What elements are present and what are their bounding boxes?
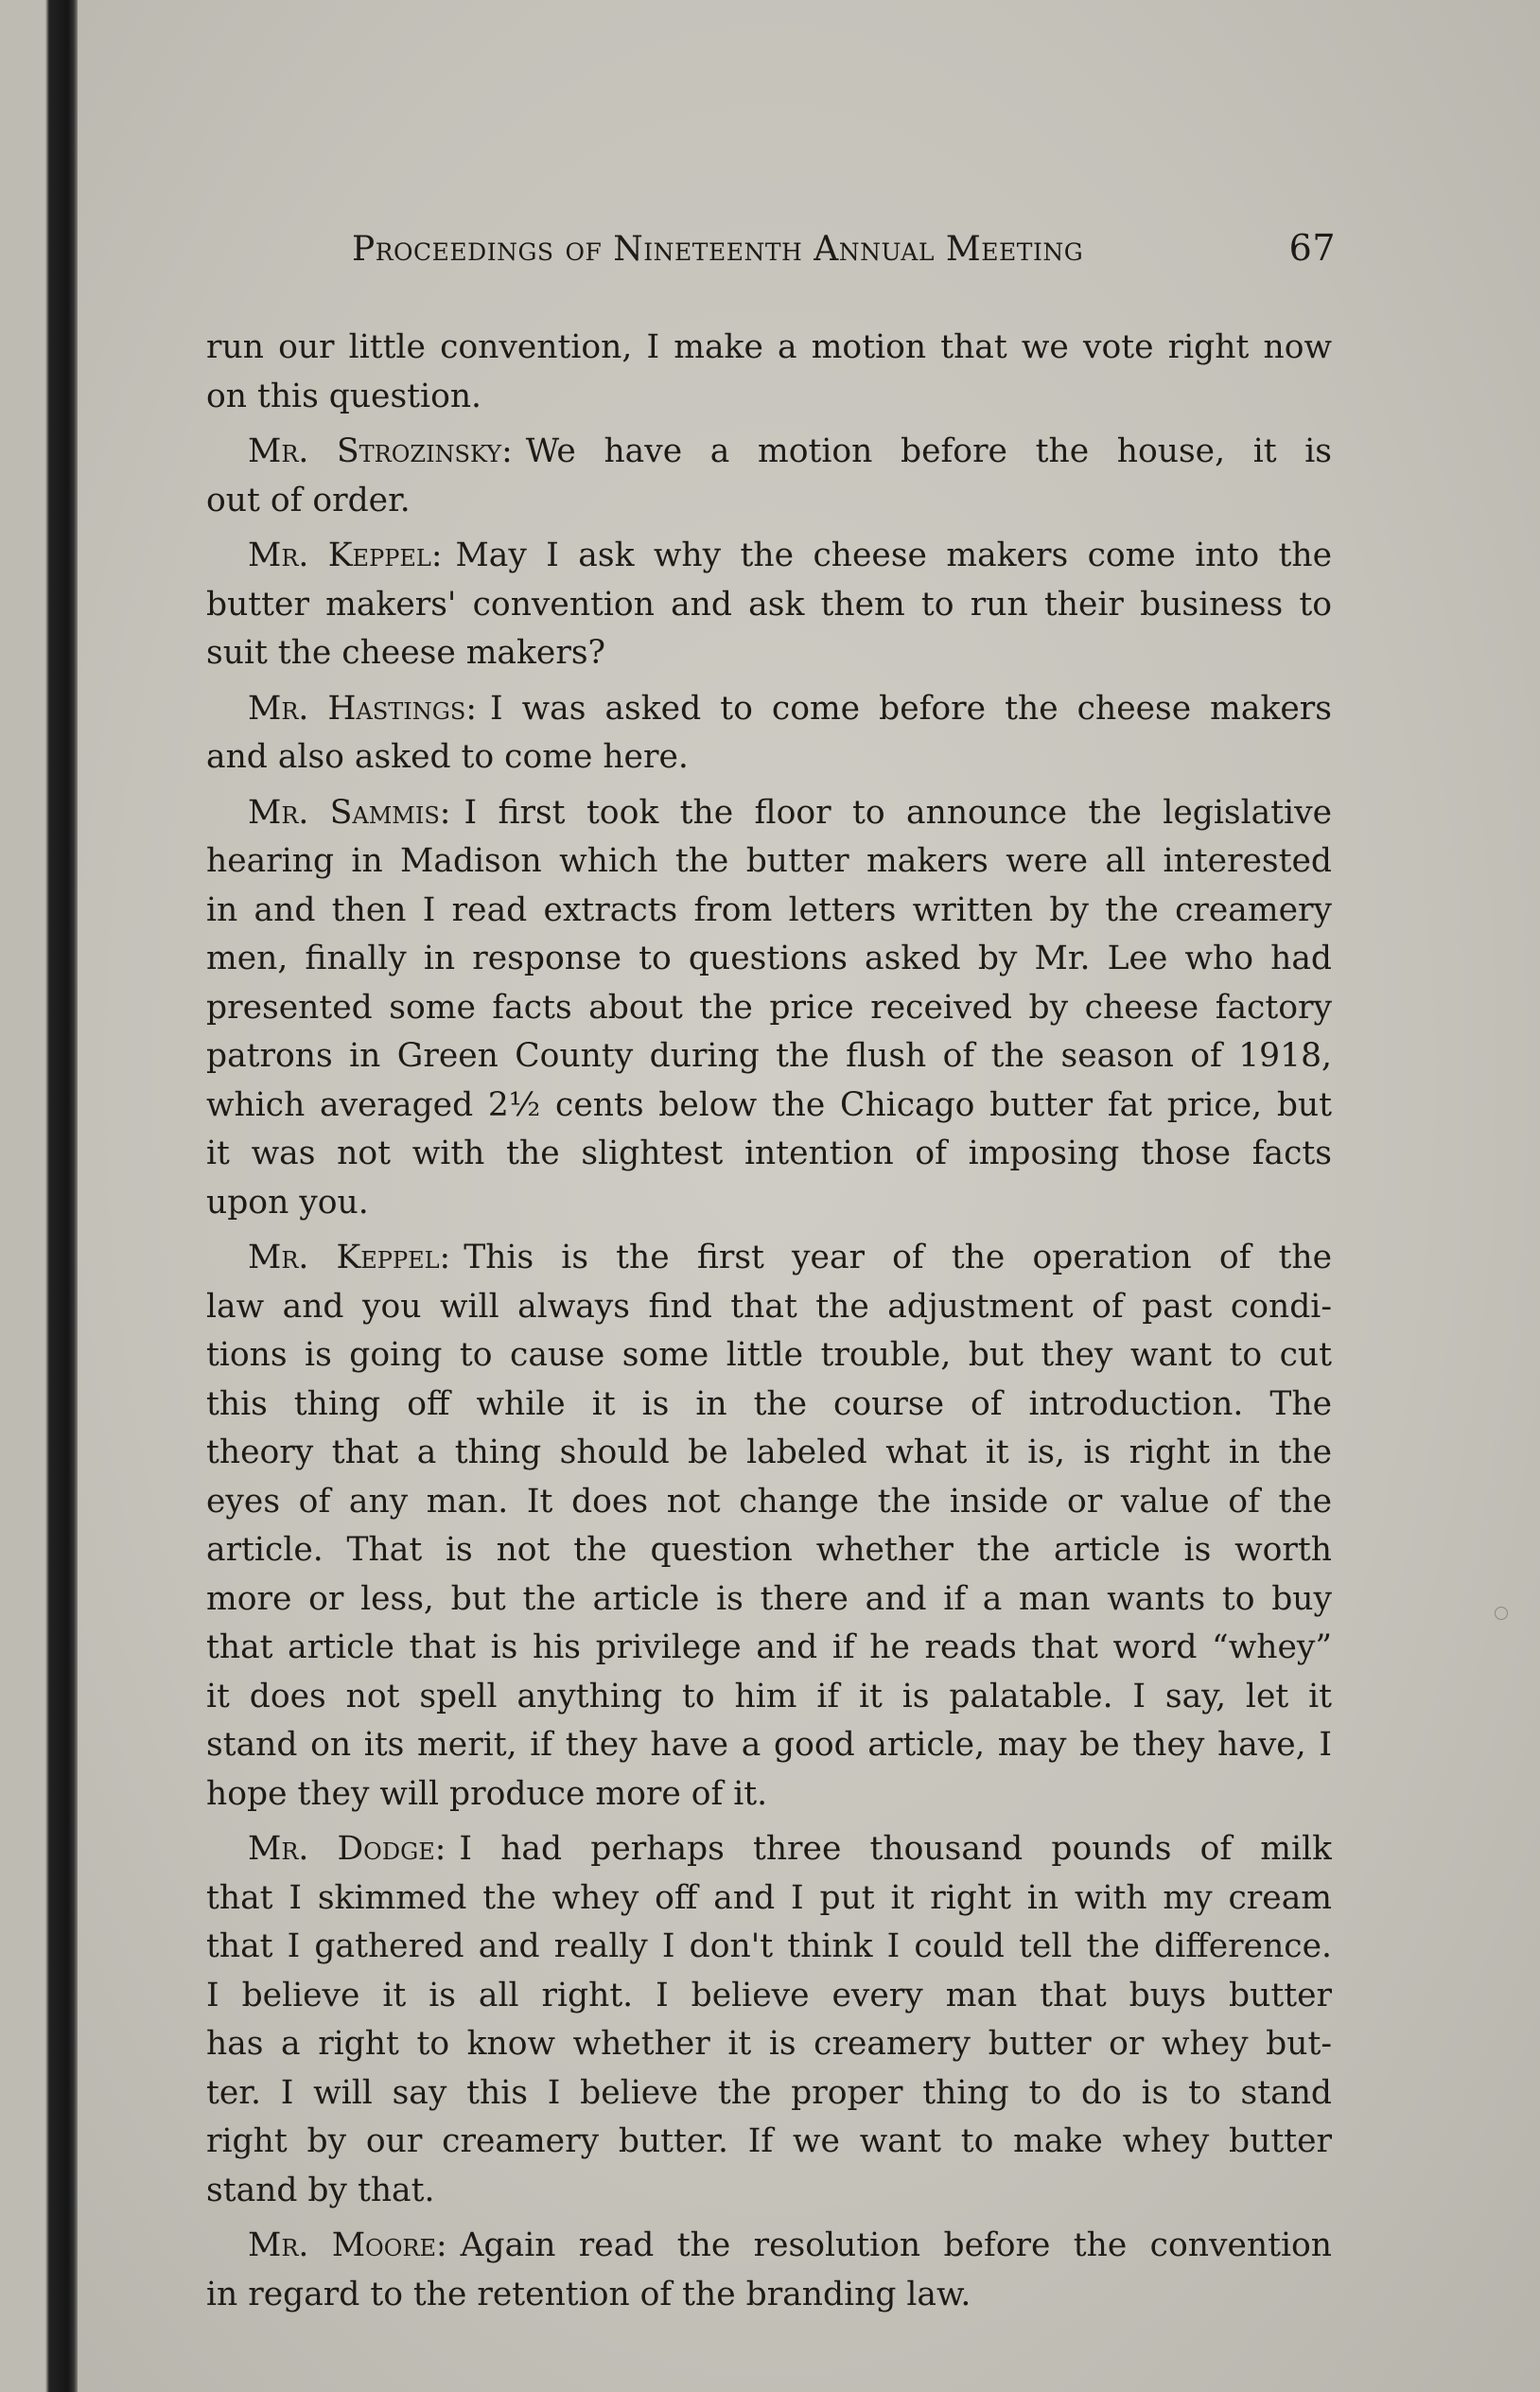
text-line xyxy=(206,629,1332,678)
line-text: eyes of any man. It does not change the inside or value of the xyxy=(206,1482,1332,1521)
page-binding-edge xyxy=(0,0,78,2392)
line-text: I first took the floor to announce the legislative xyxy=(464,793,1332,832)
line-text: ter. I will say this I believe the proper thing to do is to stand xyxy=(206,2073,1332,2112)
speaker-name: Mr. Hastings: xyxy=(248,689,477,728)
text-line xyxy=(206,1526,1332,1575)
speaker-name: Mr. Keppel: xyxy=(248,536,443,574)
line-text: run our little convention, I make a motion that we vote right now xyxy=(206,328,1332,366)
text-line xyxy=(206,685,1332,734)
text-line xyxy=(206,1283,1332,1332)
text-line xyxy=(206,1721,1332,1770)
margin-mark xyxy=(1495,1607,1508,1620)
text-line xyxy=(206,581,1332,630)
line-text: I had perhaps three thousand pounds of milk xyxy=(459,1830,1332,1868)
text-line xyxy=(206,1874,1332,1924)
text-line xyxy=(206,984,1332,1033)
text-line xyxy=(206,1478,1332,1527)
line-text: stand on its merit, if they have a good article, may be they have, I xyxy=(206,1726,1332,1764)
text-line xyxy=(206,1673,1332,1722)
line-text: that article that is his privilege and if he reads that word “whey” xyxy=(206,1628,1332,1666)
line-text: on this question. xyxy=(206,377,482,415)
text-line xyxy=(206,1130,1332,1179)
line-text: hope they will produce more of it. xyxy=(206,1774,768,1813)
line-text: May I ask why the cheese makers come into the xyxy=(455,536,1332,574)
text-line xyxy=(206,2118,1332,2167)
text-line xyxy=(206,2167,1332,2216)
text-line xyxy=(206,1770,1332,1820)
line-text: This is the first year of the operation of the xyxy=(464,1239,1332,1276)
paragraph xyxy=(206,789,1332,1228)
text-line xyxy=(206,1575,1332,1625)
line-text: right by our creamery butter. If we want to make whey butter xyxy=(206,2122,1332,2160)
text-line xyxy=(206,1624,1332,1673)
text-line xyxy=(206,1082,1332,1131)
line-text: I believe it is all right. I believe every man that buys butter xyxy=(206,1976,1332,2014)
line-text: We have a motion before the house, it is xyxy=(525,432,1332,470)
running-header xyxy=(352,227,1336,274)
line-text: it does not spell anything to him if it is palatable. I say, let it xyxy=(206,1677,1332,1715)
page-number: 67 xyxy=(1288,227,1336,269)
text-line xyxy=(206,887,1332,936)
line-text: it was not with the slightest intention of imposing those facts xyxy=(206,1134,1332,1172)
text-line xyxy=(206,2222,1332,2271)
line-text: out of order. xyxy=(206,481,411,519)
speaker-name: Mr. Moore: xyxy=(248,2226,447,2264)
text-line xyxy=(206,1972,1332,2021)
speaker-name: Mr. Strozinsky: xyxy=(248,432,513,470)
paragraph xyxy=(206,685,1332,783)
text-line xyxy=(206,2271,1332,2320)
paragraph xyxy=(206,1825,1332,2215)
paragraph xyxy=(206,2222,1332,2319)
line-text: article. That is not the question whether the article is worth xyxy=(206,1531,1332,1569)
line-text: suit the cheese makers? xyxy=(206,634,606,672)
line-text: upon you. xyxy=(206,1183,369,1222)
text-line xyxy=(206,1234,1332,1283)
line-text: law and you will always find that the adjustment of past condi- xyxy=(206,1287,1332,1326)
text-line xyxy=(206,1429,1332,1478)
text-line xyxy=(206,733,1332,783)
text-line xyxy=(206,789,1332,838)
speaker-name: Mr. Dodge: xyxy=(248,1830,446,1868)
text-line xyxy=(206,837,1332,887)
paragraph xyxy=(206,324,1332,421)
line-text: stand by that. xyxy=(206,2171,435,2209)
text-line xyxy=(206,532,1332,581)
text-line xyxy=(206,477,1332,526)
line-text: that I gathered and really I don't think I could tell the difference. xyxy=(206,1927,1332,1965)
text-line xyxy=(206,935,1332,984)
text-line xyxy=(206,2020,1332,2069)
line-text: in and then I read extracts from letters written by the creamery xyxy=(206,890,1332,929)
text-line xyxy=(206,1032,1332,1082)
line-text: I was asked to come before the cheese makers xyxy=(489,689,1332,728)
paragraph xyxy=(206,532,1332,678)
text-line xyxy=(206,1825,1332,1874)
line-text: presented some facts about the price received by cheese factory xyxy=(206,988,1332,1027)
line-text: this thing off while it is in the course of introduction. The xyxy=(206,1384,1332,1423)
text-line xyxy=(206,1923,1332,1972)
speaker-name: Mr. Keppel: xyxy=(248,1239,451,1276)
text-line xyxy=(206,2069,1332,2119)
line-text: patrons in Green County during the flush of the season of 1918, xyxy=(206,1037,1332,1075)
line-text: Again read the resolution before the convention xyxy=(460,2226,1332,2264)
text-line xyxy=(206,373,1332,422)
text-line xyxy=(206,1381,1332,1430)
line-text: and also asked to come here. xyxy=(206,738,689,776)
line-text: theory that a thing should be labeled what it is, is right in the xyxy=(206,1433,1332,1471)
header-title: Proceedings of Nineteenth Annual Meeting xyxy=(352,230,1084,269)
paragraph xyxy=(206,1234,1332,1819)
line-text: butter makers' convention and ask them to run their business to xyxy=(206,585,1332,624)
text-line xyxy=(206,1179,1332,1228)
line-text: has a right to know whether it is creamery butter or whey but- xyxy=(206,2025,1332,2063)
line-text: that I skimmed the whey off and I put it right in with my cream xyxy=(206,1878,1332,1917)
line-text: which averaged 2½ cents below the Chicago butter fat price, but xyxy=(206,1085,1332,1124)
line-text: tions is going to cause some little trouble, but they want to cut xyxy=(206,1336,1332,1374)
text-line xyxy=(206,324,1332,373)
speaker-name: Mr. Sammis: xyxy=(248,793,451,832)
paragraph xyxy=(206,428,1332,525)
line-text: hearing in Madison which the butter makers were all interested xyxy=(206,842,1332,880)
line-text: in regard to the retention of the branding law. xyxy=(206,2275,971,2313)
text-line xyxy=(206,428,1332,477)
body-text xyxy=(206,324,1332,2326)
text-line xyxy=(206,1331,1332,1381)
line-text: men, finally in response to questions asked by Mr. Lee who had xyxy=(206,940,1332,977)
line-text: more or less, but the article is there and if a man wants to buy xyxy=(206,1579,1332,1618)
